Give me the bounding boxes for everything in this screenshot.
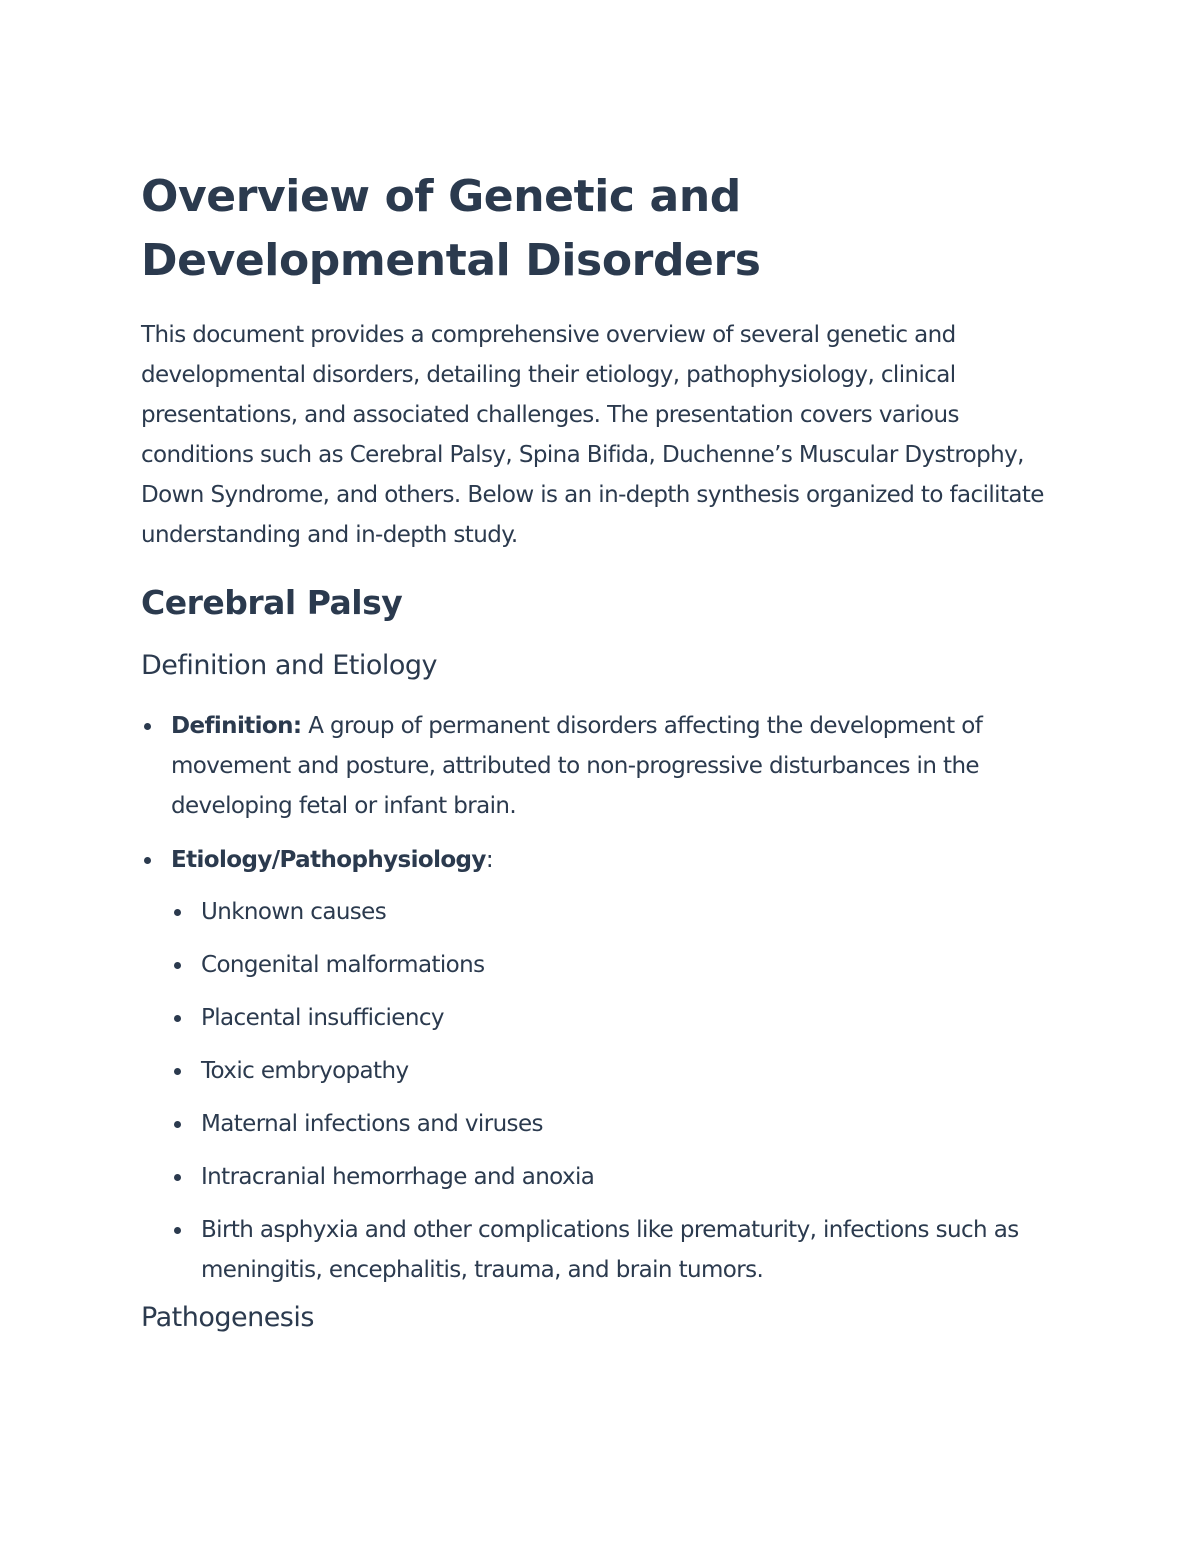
definition-etiology-list (141, 706, 1071, 1290)
list-item-etiology (141, 840, 1071, 1290)
subsection-heading-pathogenesis: Pathogenesis (141, 1302, 314, 1333)
section-heading-cerebral-palsy: Cerebral Palsy (141, 583, 403, 622)
term-definition: Definition: (171, 713, 302, 739)
list-item: Birth asphyxia and other complications like prematurity, infections such as meningitis, encephalitis, trauma, and brain tumors. (171, 1210, 1071, 1290)
list-item: Maternal infections and viruses (171, 1104, 1071, 1144)
list-item: Congenital malformations (171, 945, 1071, 985)
list-item: Unknown causes (171, 892, 1071, 932)
intro-paragraph: This document provides a comprehensive overview of several genetic and developmental disorders, detailing their etiology, pathophysiology, clinical presentations, and associated challenges. The presentation covers various conditions such as Cerebral Palsy, Spina Bifida, Duchenne’s Muscular Dystrophy, Down Syndrome, and others. Below is an in-depth synthesis organized to facilitate understanding and in-depth study. (141, 322, 1044, 548)
document-title: Overview of Genetic and Developmental Disorders (141, 171, 761, 286)
definition-text: A group of permanent disorders affecting the development of movement and posture, attributed to non-progressive disturbances in the developing fetal or infant brain. (171, 713, 983, 819)
etiology-sublist (171, 892, 1071, 1290)
list-item: Placental insufficiency (171, 998, 1071, 1038)
list-item-definition (141, 706, 1071, 826)
list-item: Intracranial hemorrhage and anoxia (171, 1157, 1071, 1197)
list-item: Toxic embryopathy (171, 1051, 1071, 1091)
etiology-colon: : (485, 847, 493, 873)
subsection-heading-definition-etiology: Definition and Etiology (141, 650, 438, 681)
term-etiology: Etiology/Pathophysiology (171, 847, 486, 873)
document-page (141, 165, 1071, 1340)
